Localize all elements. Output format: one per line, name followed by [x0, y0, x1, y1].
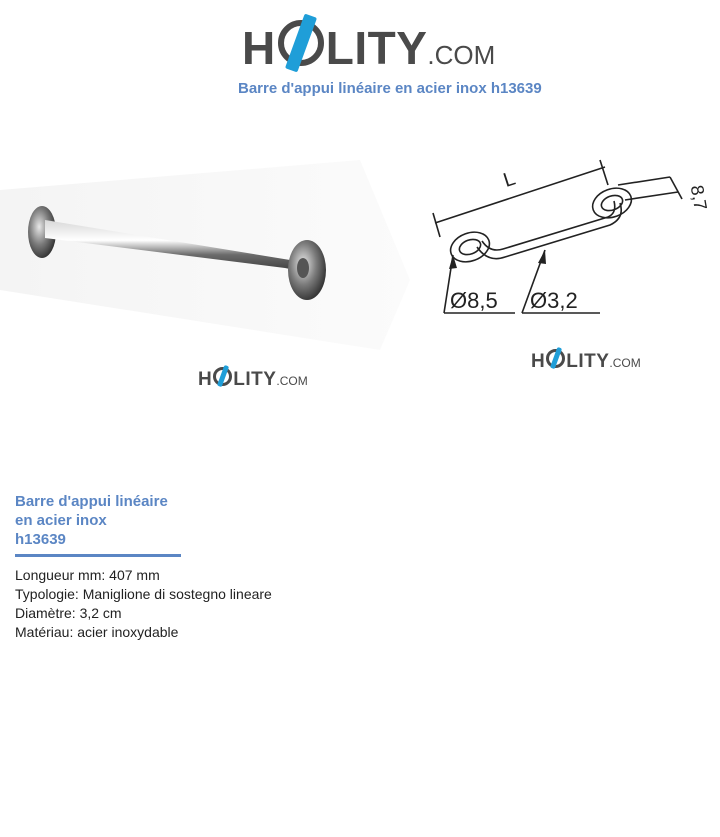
- title-divider: [15, 554, 181, 557]
- logo-o-icon: [546, 349, 565, 368]
- brand-logo[interactable]: [242, 18, 495, 75]
- product-title-line: Barre d'appui linéaire: [15, 493, 168, 510]
- drawing-mount-diameter: Ø8,5: [450, 288, 498, 313]
- logo-text-com: .COM: [427, 40, 496, 70]
- page-title: Barre d'appui linéaire en acier inox h13639: [238, 80, 542, 97]
- drawing-depth-label: 8,7: [686, 183, 711, 212]
- spec-list: [15, 566, 272, 642]
- product-title: [15, 492, 190, 549]
- product-photo: [0, 160, 410, 350]
- brand-logo-drawing: H LITY .COM: [531, 348, 641, 373]
- spec-type: Typologie: Maniglione di sostegno lineare: [15, 586, 272, 602]
- drawing-bar-diameter: Ø3,2: [530, 288, 578, 313]
- brand-logo-photo: H LITY .COM: [198, 366, 308, 391]
- spec-diameter: Diamètre: 3,2 cm: [15, 605, 122, 621]
- product-title-line: en acier inox: [15, 512, 107, 529]
- logo-o-icon: [278, 20, 324, 66]
- spec-material: Matériau: acier inoxydable: [15, 624, 179, 640]
- spec-length: Longueur mm: 407 mm: [15, 567, 160, 583]
- technical-drawing: [420, 155, 720, 325]
- logo-text-h: H: [242, 22, 276, 74]
- logo-o-icon: [213, 367, 232, 386]
- logo-text-lity: LITY: [325, 22, 428, 74]
- product-title-line: h13639: [15, 531, 66, 548]
- drawing-length-label: L: [500, 167, 519, 192]
